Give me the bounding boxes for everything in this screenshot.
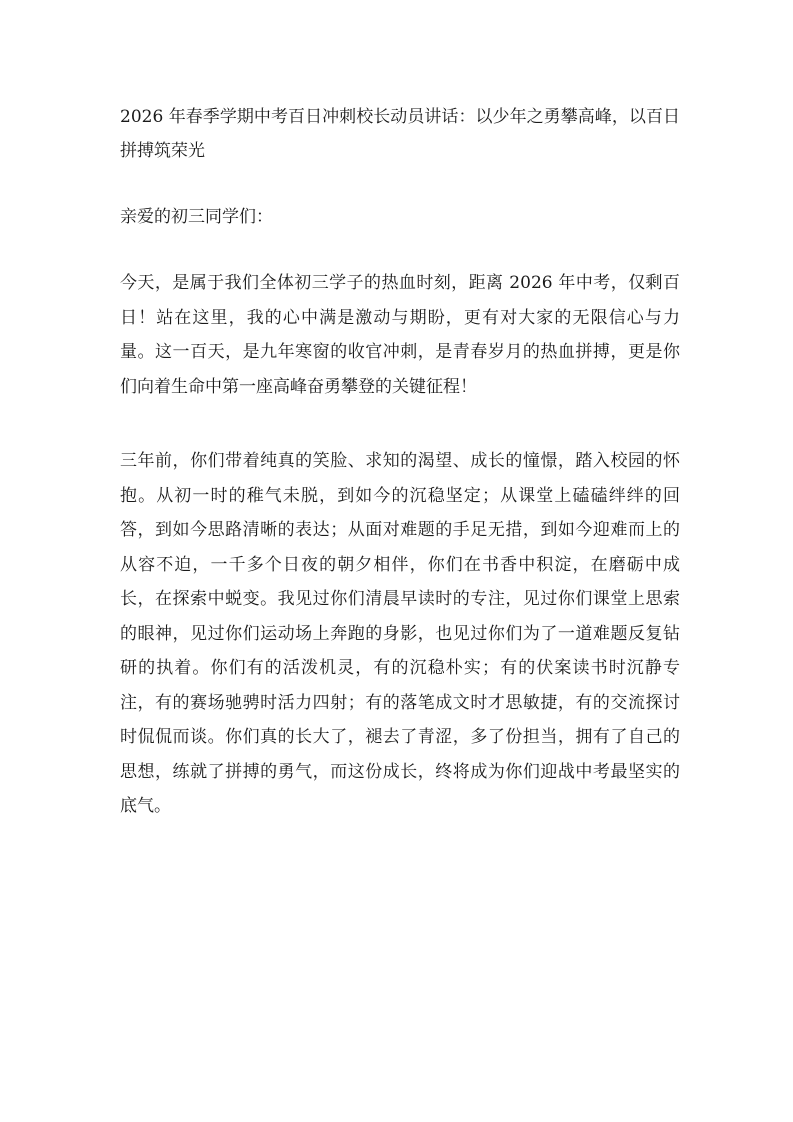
paragraph-2: 三年前，你们带着纯真的笑脸、求知的渴望、成长的憧憬，踏入校园的怀抱。从初一时的稚气未脱，到如今的沉稳坚定；从课堂上磕磕绊绊的回答，到如今思路清晰的表达；从面对难题的手足无措，到如今迎难而上的从容不迫，一千多个日夜的朝夕相伴，你们在书香中积淀，在磨砺中成长，在探索中蜕变。我见过你们清晨早读时的专注，见过你们课堂上思索的眼神，见过你们运动场上奔跑的身影，也见过你们为了一道难题反复钻研的执着。你们有的活泼机灵，有的沉稳朴实；有的伏案读书时沉静专注，有的赛场驰骋时活力四射；有的落笔成文时才思敏捷，有的交流探讨时侃侃而谈。你们真的长大了，褪去了青涩，多了份担当，拥有了自己的思想，练就了拼搏的勇气，而这份成长，终将成为你们迎战中考最坚实的底气。: [120, 451, 680, 816]
document-title: 2026 年春季学期中考百日冲刺校长动员讲话：以少年之勇攀高峰，以百日拼搏筑荣光: [120, 107, 680, 161]
greeting: 亲爱的初三同学们：: [120, 207, 273, 227]
paragraph-1: 今天，是属于我们全体初三学子的热血时刻，距离 2026 年中考，仅剩百日！站在这里，我的心中满是激动与期盼，更有对大家的无限信心与力量。这一百天，是九年寒窗的收官冲刺，是青春岁月的热血拼搏，更是你们向着生命中第一座高峰奋勇攀登的关键征程！: [120, 273, 680, 397]
document-body: [120, 100, 680, 824]
